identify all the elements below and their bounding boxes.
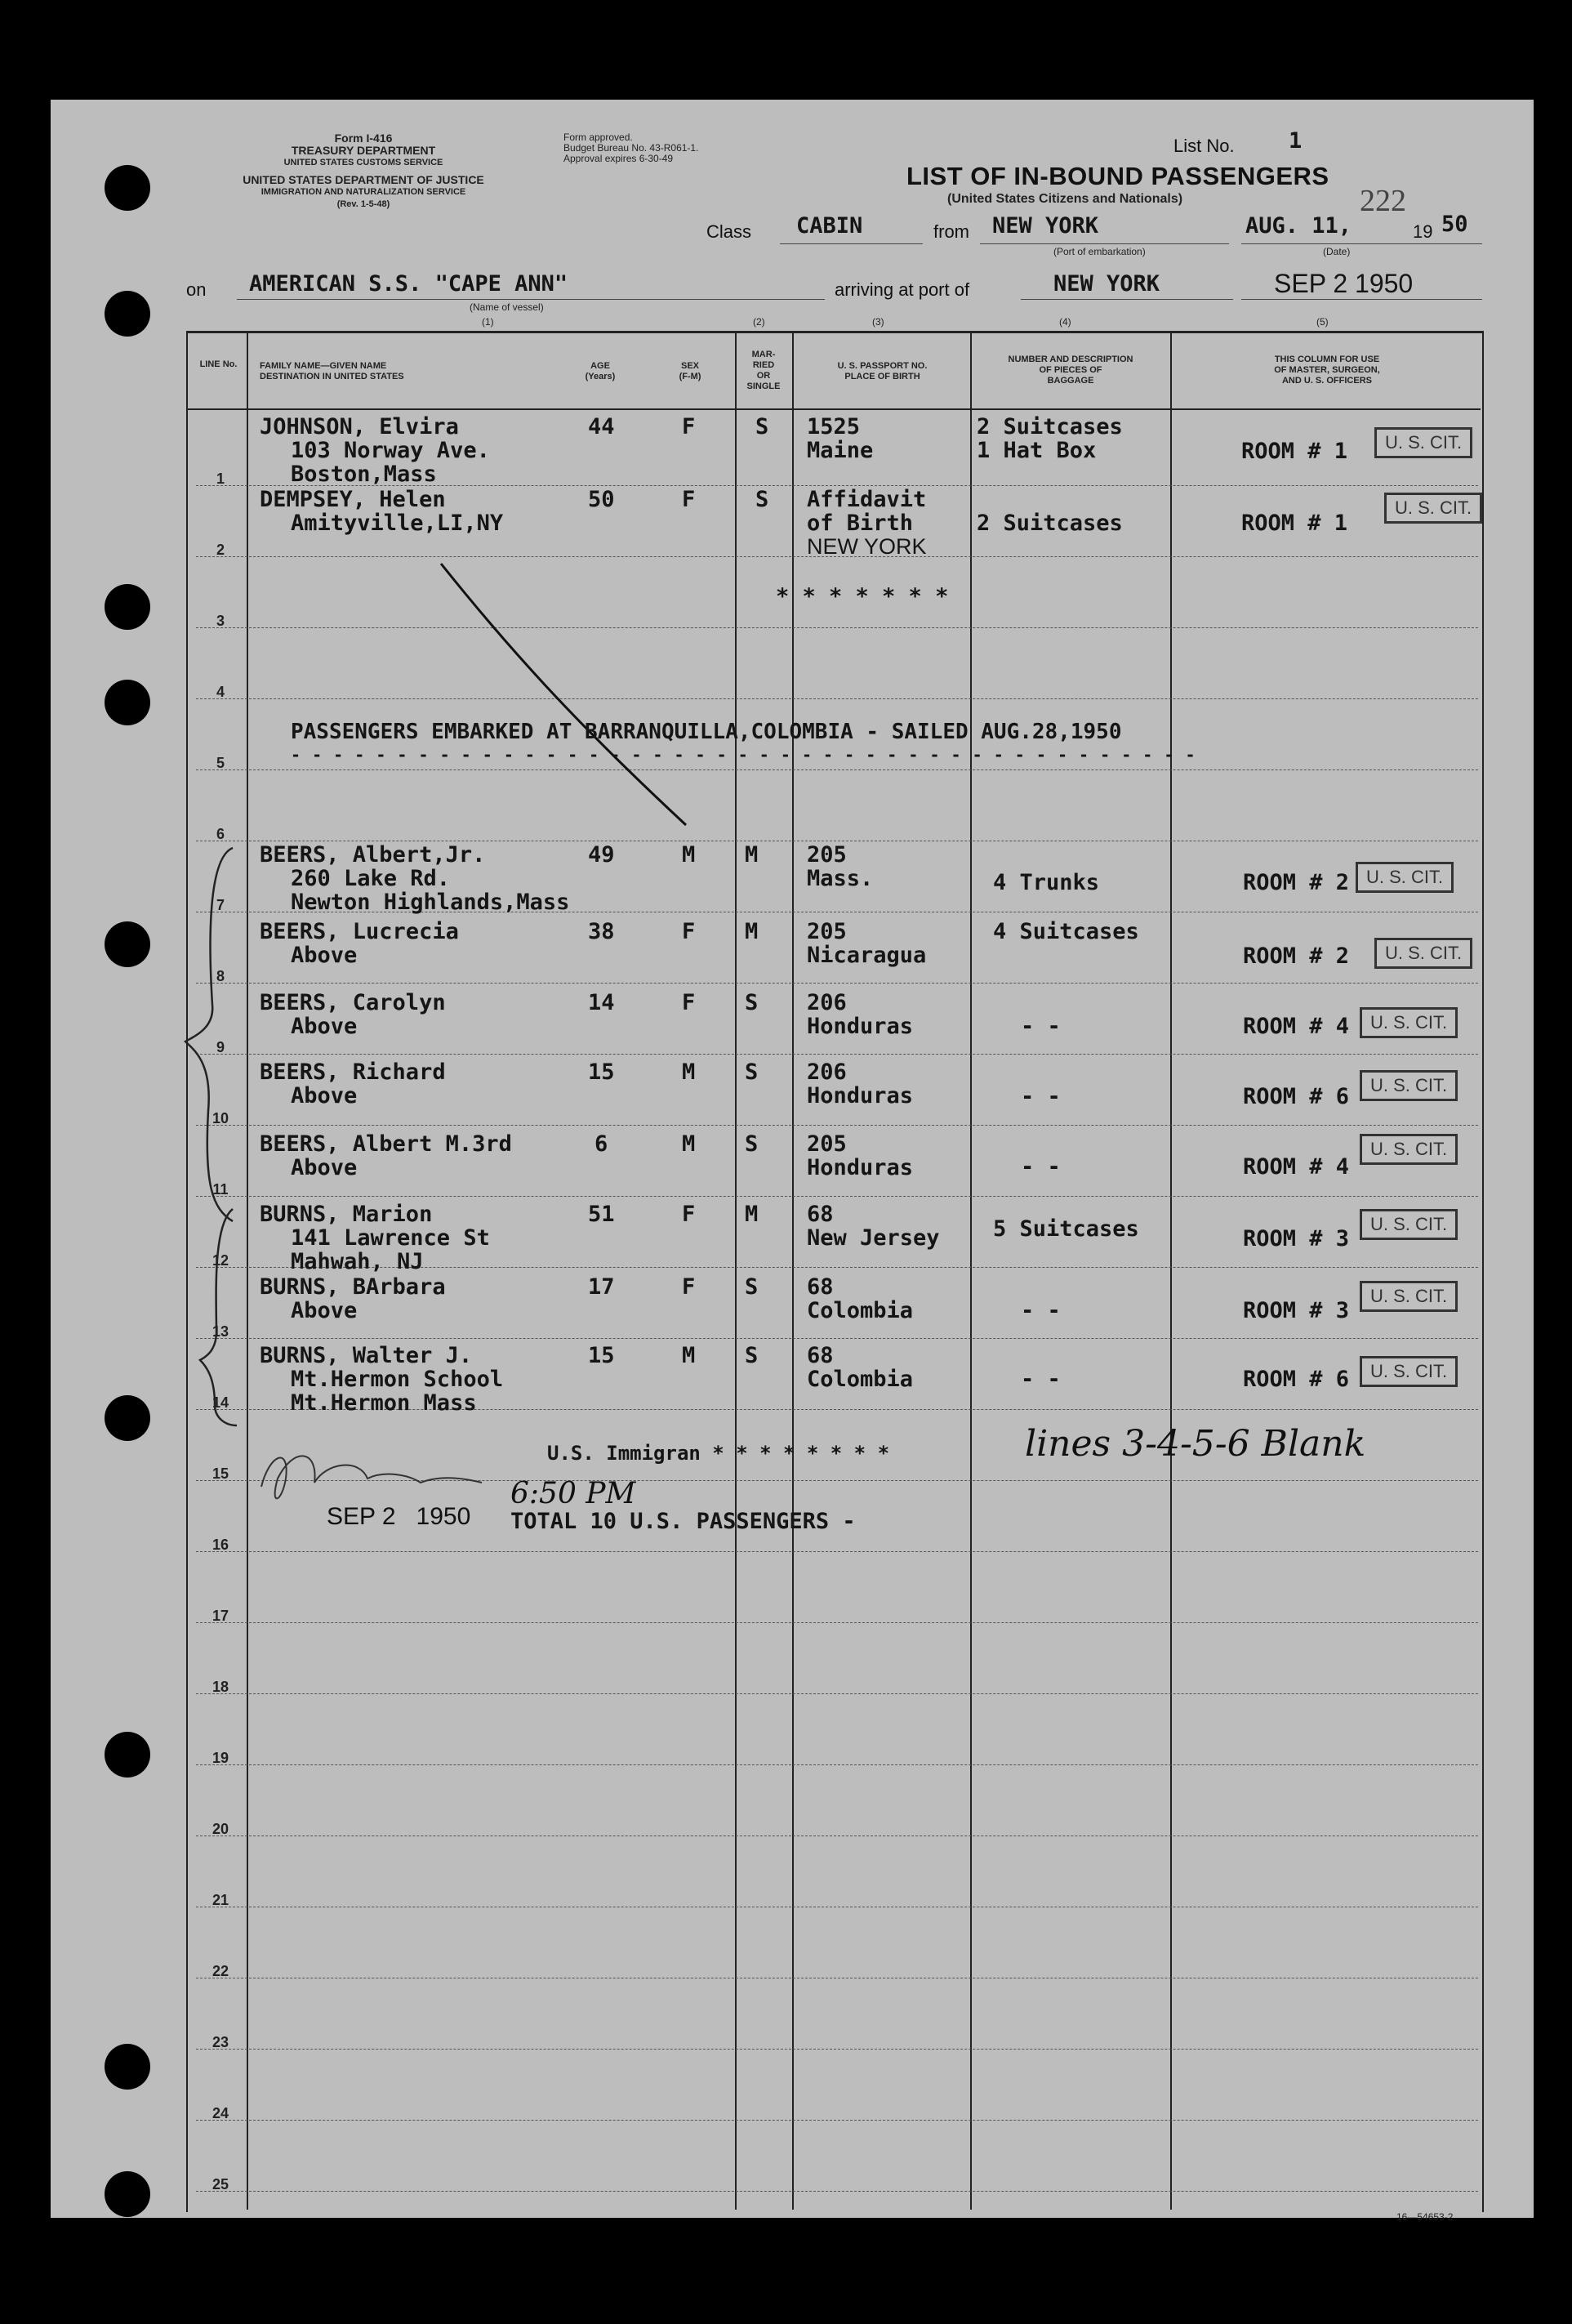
- embark-caption: (Port of embarkation): [1053, 246, 1146, 257]
- passenger-marital: M: [745, 842, 759, 868]
- passenger-row: [260, 843, 569, 914]
- passenger-passport: [807, 1344, 913, 1391]
- birth-place: Honduras: [807, 1083, 914, 1108]
- line-number: 17: [212, 1608, 229, 1624]
- col-header-line: LINE No.: [199, 359, 238, 369]
- col-num: (2): [753, 316, 765, 328]
- punch-hole: [105, 2044, 150, 2090]
- col-header-passport: U. S. PASSPORT NO. PLACE OF BIRTH: [837, 361, 928, 381]
- passenger-row: [260, 991, 446, 1038]
- passenger-marital: M: [745, 1202, 759, 1227]
- pen-stroke: [433, 555, 694, 833]
- line-number: 21: [212, 1892, 229, 1908]
- passenger-name: JOHNSON, Elvira: [260, 414, 459, 439]
- passenger-baggage: 5 Suitcases: [993, 1216, 1139, 1242]
- passenger-passport: [807, 1275, 913, 1323]
- us-citizen-stamp: U. S. CIT.: [1360, 1070, 1458, 1101]
- handwritten-time: 6:50 PM: [510, 1477, 636, 1510]
- passport-number: 205: [807, 1131, 847, 1157]
- passenger-sex: M: [682, 1343, 696, 1368]
- birth-place: Colombia: [807, 1367, 914, 1392]
- col-num: (3): [872, 316, 884, 328]
- blank-lines-note: lines 3-4-5-6 Blank: [1025, 1423, 1366, 1465]
- customs-label: UNITED STATES CUSTOMS SERVICE: [283, 158, 443, 167]
- punch-hole: [105, 680, 150, 725]
- budget-label: Budget Bureau No. 43-R061-1.: [563, 142, 699, 154]
- from-label: from: [933, 221, 969, 242]
- col-header-sex: SEX (F-M): [679, 361, 701, 381]
- passenger-address: Above: [291, 943, 358, 968]
- us-citizen-stamp: U. S. CIT.: [1374, 427, 1472, 458]
- passenger-marital: M: [745, 919, 759, 944]
- passenger-passport: [807, 843, 873, 890]
- line-number: 9: [216, 1039, 225, 1055]
- passport-number: 1525: [807, 414, 861, 439]
- passenger-age: 50: [588, 487, 615, 512]
- line-number: 25: [212, 2176, 229, 2192]
- passenger-passport: [807, 991, 913, 1038]
- passenger-marital: S: [745, 1343, 759, 1368]
- us-citizen-stamp: U. S. CIT.: [1360, 1281, 1458, 1312]
- print-code: 16—54653-2: [1396, 2211, 1454, 2223]
- date-year: 50: [1441, 212, 1468, 237]
- line-number: 1: [216, 471, 225, 487]
- passenger-passport: [807, 1060, 913, 1108]
- passenger-address: 260 Lake Rd.: [291, 866, 451, 891]
- line-number: 8: [216, 968, 225, 984]
- col-header-married: MAR- RIED OR SINGLE: [746, 350, 781, 391]
- col-header-age: AGE (Years): [585, 361, 616, 381]
- line-number: 5: [216, 755, 225, 771]
- on-label: on: [186, 279, 207, 300]
- passenger-address: Newton Highlands,Mass: [291, 890, 570, 915]
- us-citizen-stamp: U. S. CIT.: [1384, 493, 1482, 524]
- col-num: (1): [482, 316, 494, 328]
- passenger-name: BEERS, Albert M.3rd: [260, 1131, 512, 1157]
- embark-heading: PASSENGERS EMBARKED AT BARRANQUILLA,COLOMBIA - SAILED AUG.28,1950: [291, 720, 1122, 744]
- passenger-row: [260, 1060, 446, 1108]
- room-assignment: ROOM # 4: [1243, 1154, 1350, 1180]
- approved-label: Form approved.: [563, 132, 633, 143]
- passenger-marital: S: [755, 414, 769, 439]
- passenger-address: 103 Norway Ave.: [291, 438, 490, 463]
- passenger-name: BURNS, Marion: [260, 1202, 433, 1227]
- punch-hole: [105, 1395, 150, 1441]
- family-bracket: [176, 841, 241, 1430]
- passenger-age: 15: [588, 1059, 615, 1085]
- passenger-sex: F: [682, 1274, 696, 1300]
- passenger-address: Mt.Hermon School: [291, 1367, 504, 1392]
- passenger-passport: [807, 1202, 940, 1250]
- passenger-address: Above: [291, 1014, 358, 1039]
- arriving-label: arriving at port of: [835, 279, 970, 300]
- us-citizen-stamp: U. S. CIT.: [1360, 1356, 1458, 1387]
- col-header-name: FAMILY NAME—GIVEN NAME DESTINATION IN UNITED STATES: [260, 361, 404, 381]
- line-number: 13: [212, 1323, 229, 1340]
- birth-place: Honduras: [807, 1014, 914, 1039]
- inspector-signature: [245, 1438, 490, 1511]
- passenger-sex: F: [682, 990, 696, 1015]
- room-assignment: ROOM # 1: [1241, 439, 1348, 464]
- line-number: 20: [212, 1821, 229, 1837]
- line-number: 16: [212, 1537, 229, 1553]
- punch-hole: [105, 1732, 150, 1778]
- passenger-age: 44: [588, 414, 615, 439]
- line-number: 11: [212, 1181, 229, 1198]
- line-number: 6: [216, 826, 225, 842]
- passenger-row: [260, 1202, 490, 1274]
- passenger-address: Above: [291, 1083, 358, 1108]
- punch-hole: [105, 584, 150, 630]
- immigration-stars: U.S. Immigran * * * * * * * *: [547, 1442, 890, 1465]
- line-number: 19: [212, 1750, 229, 1766]
- birth-place: New Jersey: [807, 1225, 940, 1251]
- passport-number: 205: [807, 919, 847, 944]
- line-number: 24: [212, 2105, 229, 2121]
- passenger-marital: S: [745, 1059, 759, 1085]
- passenger-address: Above: [291, 1298, 358, 1323]
- page-subtitle: (United States Citizens and Nationals): [947, 192, 1183, 206]
- passenger-row: [260, 920, 459, 967]
- class-value: CABIN: [796, 213, 863, 239]
- us-citizen-stamp: U. S. CIT.: [1356, 862, 1454, 893]
- passenger-row: [260, 415, 490, 486]
- passenger-baggage: 2 Suitcases: [977, 511, 1123, 536]
- passenger-baggage: - -: [1021, 1014, 1061, 1039]
- line-number: 14: [212, 1394, 229, 1411]
- passport-number: 68: [807, 1343, 834, 1368]
- passenger-address: Above: [291, 1155, 358, 1180]
- form-header-left: [184, 132, 543, 211]
- date-year-prefix: 19: [1413, 221, 1433, 242]
- passenger-age: 17: [588, 1274, 615, 1300]
- passenger-baggage: - -: [1021, 1298, 1061, 1323]
- embark-underline: - - - - - - - - - - - - - - - - - - - - - - - - - - - - - - - - - - - - - - - - - - -: [291, 745, 1196, 765]
- punch-hole: [105, 165, 150, 211]
- passenger-baggage: [977, 415, 1123, 462]
- passenger-marital: S: [745, 990, 759, 1015]
- punch-hole: [105, 2171, 150, 2217]
- birth-place: Mass.: [807, 866, 874, 891]
- passenger-age: 6: [595, 1131, 608, 1157]
- passenger-sex: M: [682, 1059, 696, 1085]
- vessel-caption: (Name of vessel): [470, 301, 544, 313]
- room-assignment: ROOM # 6: [1243, 1084, 1350, 1109]
- col-num: (5): [1316, 316, 1329, 328]
- us-citizen-stamp: U. S. CIT.: [1360, 1134, 1458, 1165]
- punch-hole: [105, 291, 150, 337]
- line-number: 12: [212, 1252, 229, 1269]
- date-value: AUG. 11,: [1245, 213, 1352, 239]
- passenger-sex: M: [682, 1131, 696, 1157]
- punch-hole: [105, 921, 150, 967]
- passenger-baggage: - -: [1021, 1154, 1061, 1180]
- room-assignment: ROOM # 2: [1243, 943, 1350, 969]
- birth-place: Maine: [807, 438, 874, 463]
- room-assignment: ROOM # 4: [1243, 1014, 1350, 1039]
- passenger-baggage: - -: [1021, 1084, 1061, 1109]
- passport-number: Affidavit: [807, 487, 927, 512]
- passport-number: 206: [807, 1059, 847, 1085]
- class-label: Class: [706, 221, 752, 242]
- us-citizen-stamp: U. S. CIT.: [1360, 1007, 1458, 1038]
- col-num: (4): [1059, 316, 1071, 328]
- passenger-passport: [807, 1132, 913, 1180]
- passport-number: 206: [807, 990, 847, 1015]
- passport-number: 68: [807, 1202, 834, 1227]
- justice-label: UNITED STATES DEPARTMENT OF JUSTICE: [243, 173, 484, 186]
- col-header-officers: THIS COLUMN FOR USE OF MASTER, SURGEON, AND U. S. OFFICERS: [1274, 355, 1380, 386]
- room-assignment: ROOM # 3: [1243, 1298, 1350, 1323]
- vessel-name: AMERICAN S.S. "CAPE ANN": [249, 271, 568, 297]
- passenger-address: Boston,Mass: [291, 462, 437, 487]
- passenger-marital: S: [755, 487, 769, 512]
- passenger-address: Mt.Hermon Mass: [291, 1390, 477, 1416]
- form-approval: [563, 132, 698, 164]
- separator-stars: * * * * * * *: [776, 584, 949, 609]
- passenger-passport: [807, 920, 926, 967]
- passport-number: 205: [807, 842, 847, 868]
- passenger-name: BEERS, Richard: [260, 1059, 446, 1085]
- passenger-name: BURNS, BArbara: [260, 1274, 446, 1300]
- line-number: 3: [216, 613, 225, 629]
- passenger-row: [260, 488, 503, 535]
- rev-label: (Rev. 1-5-48): [336, 199, 390, 209]
- line-number: 2: [216, 542, 225, 558]
- from-value: NEW YORK: [992, 213, 1099, 239]
- line-number: 22: [212, 1963, 229, 1979]
- passenger-marital: S: [745, 1274, 759, 1300]
- birth-place-2: NEW YORK: [807, 534, 927, 559]
- passenger-sex: F: [682, 414, 696, 439]
- arrival-port: NEW YORK: [1053, 271, 1160, 297]
- passenger-sex: M: [682, 842, 696, 868]
- passenger-marital: S: [745, 1131, 759, 1157]
- ins-label: IMMIGRATION AND NATURALIZATION SERVICE: [261, 187, 466, 197]
- passenger-sex: F: [682, 487, 696, 512]
- passenger-row: [260, 1132, 512, 1180]
- baggage-line: 1 Hat Box: [977, 438, 1097, 463]
- passenger-passport: [807, 488, 927, 559]
- passenger-address: Amityville,LI,NY: [291, 511, 504, 536]
- passport-number: 68: [807, 1274, 834, 1300]
- passenger-name: DEMPSEY, Helen: [260, 487, 446, 512]
- passenger-age: 15: [588, 1343, 615, 1368]
- passenger-passport: [807, 415, 873, 462]
- line-number: 10: [212, 1110, 229, 1126]
- col-header-baggage: NUMBER AND DESCRIPTION OF PIECES OF BAGGAGE: [1008, 355, 1133, 386]
- us-citizen-stamp: U. S. CIT.: [1360, 1209, 1458, 1240]
- passenger-age: 51: [588, 1202, 615, 1227]
- passenger-age: 49: [588, 842, 615, 868]
- passenger-baggage: - -: [1021, 1367, 1061, 1392]
- passenger-name: BEERS, Lucrecia: [260, 919, 459, 944]
- treasury-label: TREASURY DEPARTMENT: [291, 144, 436, 157]
- room-assignment: ROOM # 3: [1243, 1226, 1350, 1251]
- passenger-sex: F: [682, 1202, 696, 1227]
- date-stamp: SEP 2 1950: [327, 1503, 471, 1530]
- birth-place: of Birth: [807, 511, 914, 536]
- line-number: 18: [212, 1679, 229, 1695]
- passenger-address: 141 Lawrence St: [291, 1225, 490, 1251]
- list-no-value: 1: [1289, 128, 1303, 154]
- us-citizen-stamp: U. S. CIT.: [1374, 938, 1472, 969]
- line-number: 4: [216, 684, 225, 700]
- passenger-name: BEERS, Carolyn: [260, 990, 446, 1015]
- total-passengers: TOTAL 10 U.S. PASSENGERS -: [510, 1509, 856, 1534]
- passenger-name: BEERS, Albert,Jr.: [260, 842, 486, 868]
- line-number: 23: [212, 2034, 229, 2050]
- passenger-row: [260, 1275, 446, 1323]
- passenger-address: Mahwah, NJ: [291, 1249, 424, 1274]
- baggage-line: 2 Suitcases: [977, 414, 1123, 439]
- page-title: LIST OF IN-BOUND PASSENGERS: [906, 162, 1329, 190]
- stamp-number: 222: [1360, 184, 1406, 218]
- passenger-name: BURNS, Walter J.: [260, 1343, 473, 1368]
- passenger-baggage: 4 Trunks: [993, 870, 1100, 895]
- room-assignment: ROOM # 1: [1241, 511, 1348, 536]
- date-caption: (Date): [1323, 246, 1351, 257]
- birth-place: Nicaragua: [807, 943, 927, 968]
- passenger-age: 38: [588, 919, 615, 944]
- passenger-row: [260, 1344, 503, 1415]
- line-number: 15: [212, 1465, 229, 1482]
- room-assignment: ROOM # 6: [1243, 1367, 1350, 1392]
- birth-place: Colombia: [807, 1298, 914, 1323]
- arrival-date-stamp: SEP 2 1950: [1274, 269, 1414, 298]
- birth-place: Honduras: [807, 1155, 914, 1180]
- list-no-label: List No.: [1173, 136, 1235, 156]
- passenger-sex: F: [682, 919, 696, 944]
- passenger-age: 14: [588, 990, 615, 1015]
- form-number: Form I-416: [334, 132, 393, 145]
- line-number: 7: [216, 897, 225, 913]
- room-assignment: ROOM # 2: [1243, 870, 1350, 895]
- expires-label: Approval expires 6-30-49: [563, 153, 674, 164]
- passenger-baggage: 4 Suitcases: [993, 919, 1139, 944]
